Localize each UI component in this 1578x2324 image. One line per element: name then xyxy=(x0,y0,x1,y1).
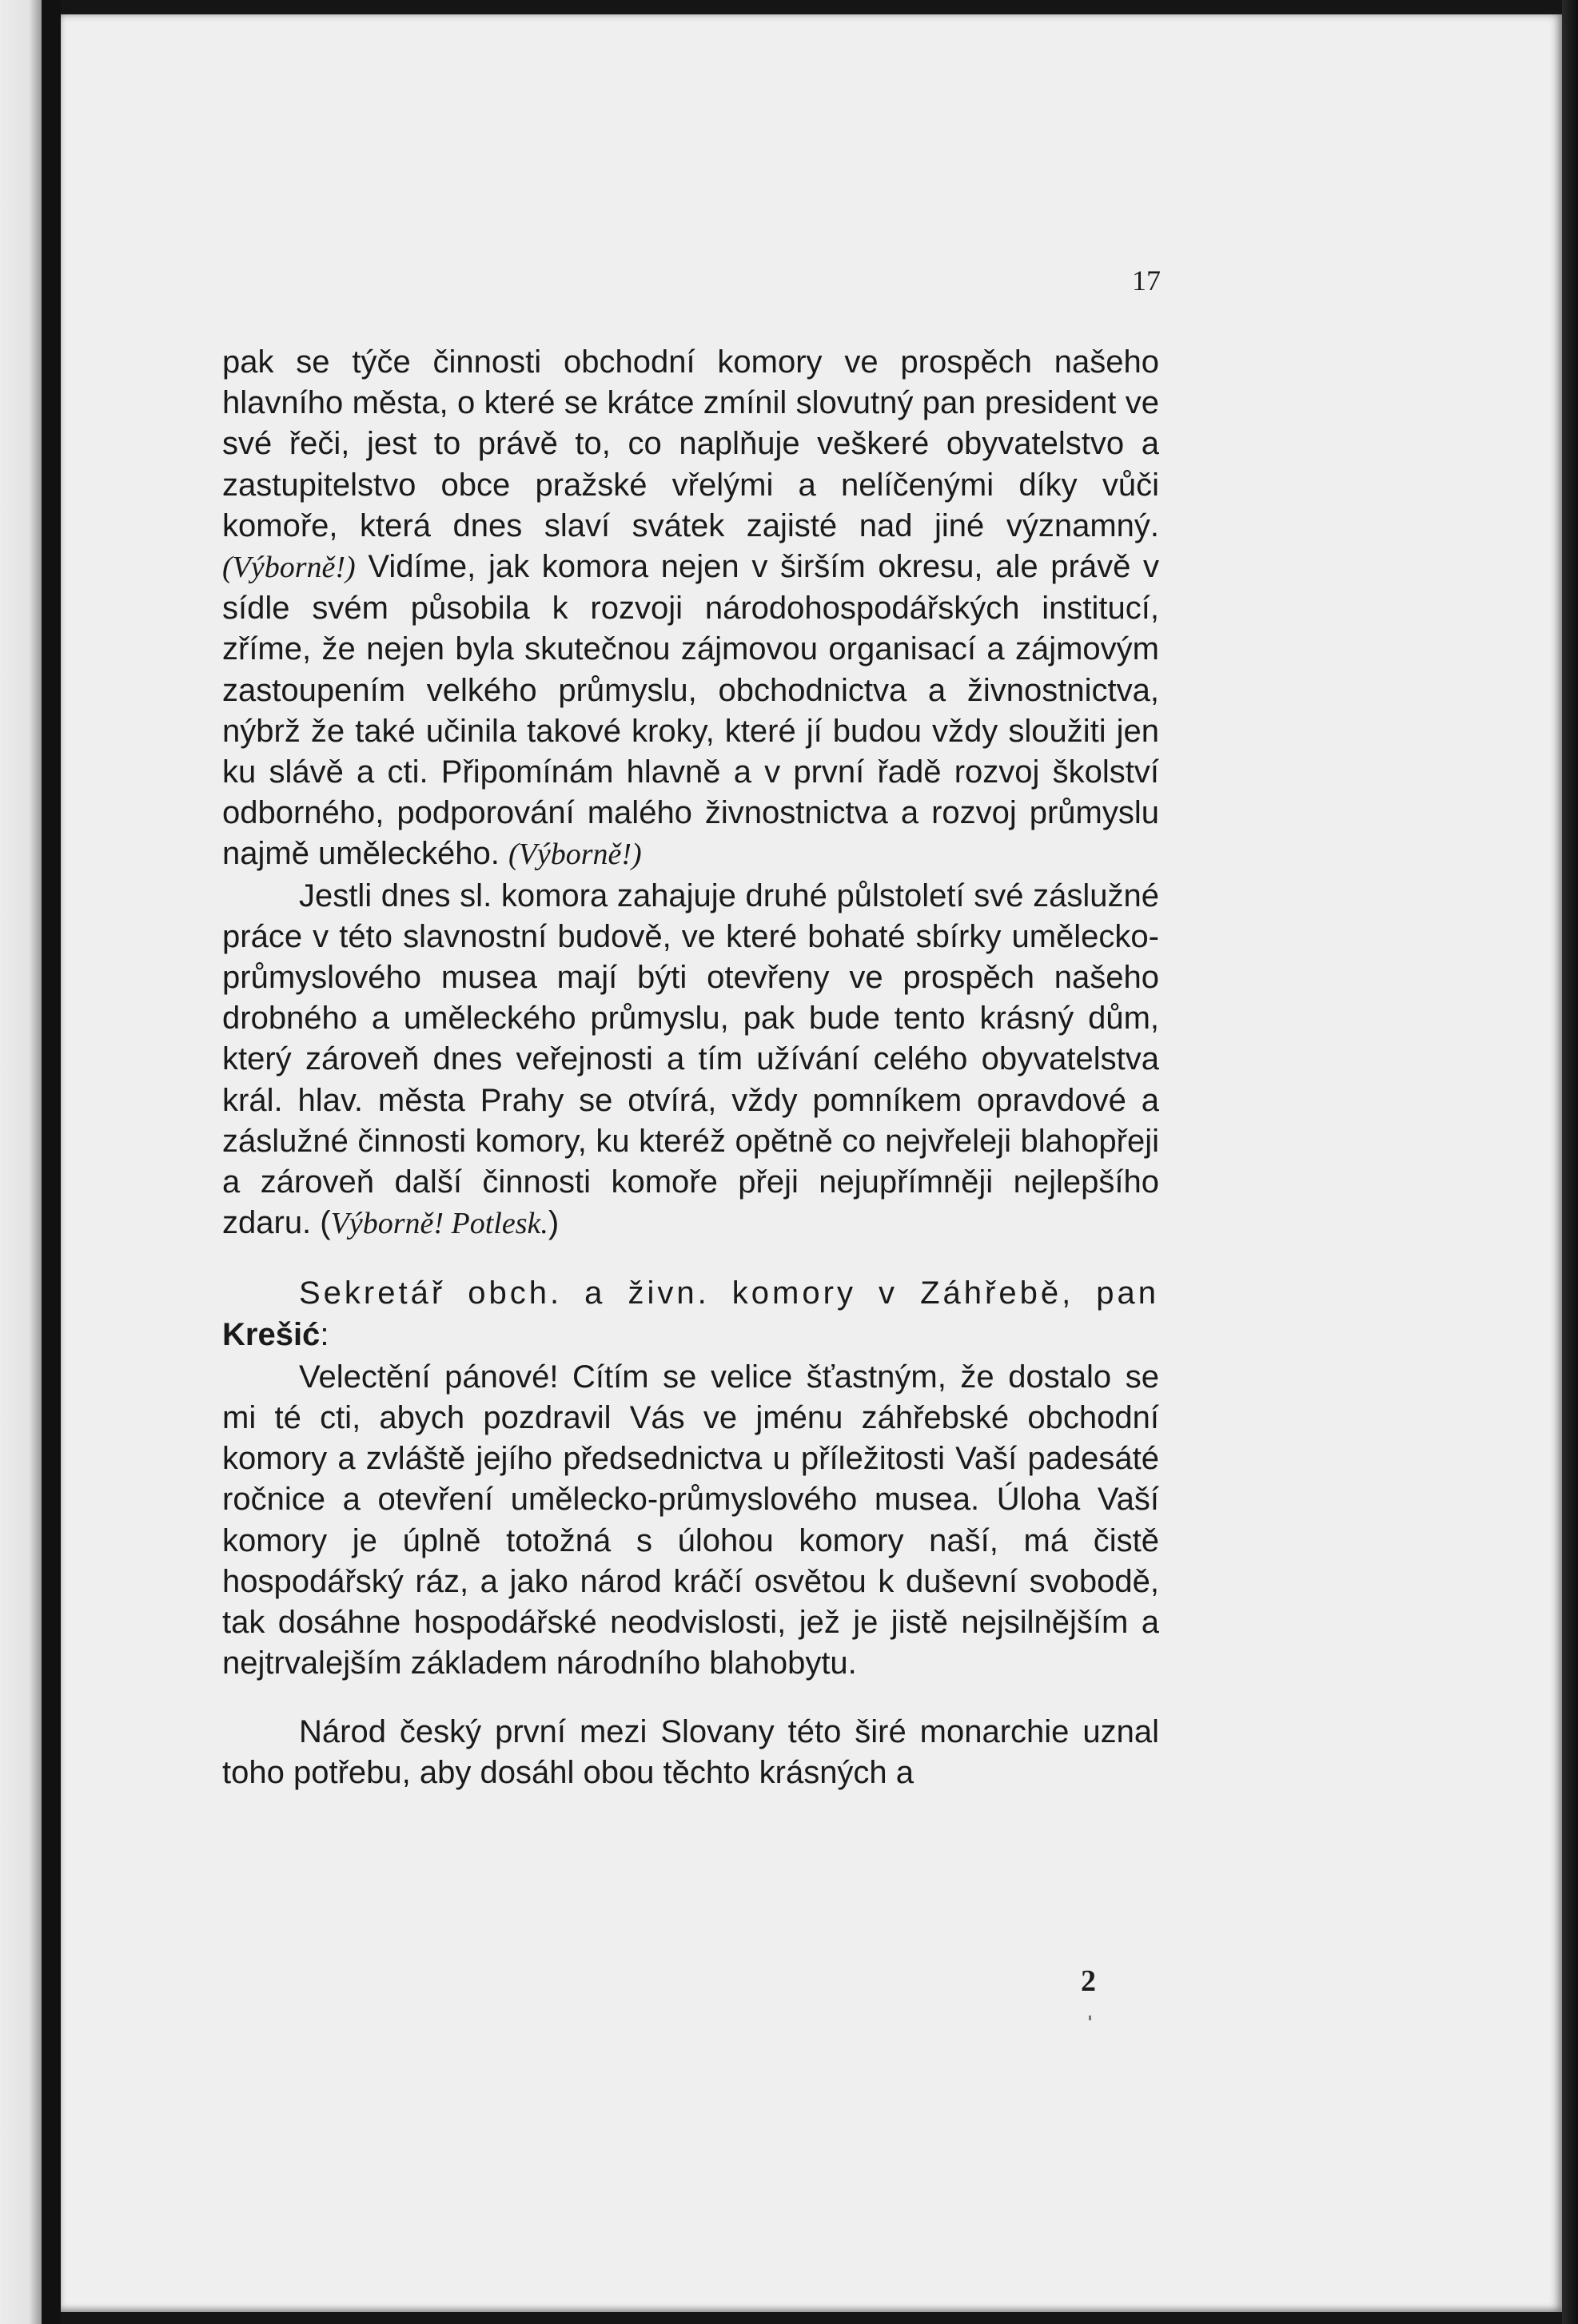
paragraph-2 xyxy=(222,876,1159,1245)
speaker-intro: Sekretář obch. a živn. komory v Záhřebě, pan xyxy=(299,1275,1159,1311)
paragraph-4 xyxy=(222,1357,1159,1685)
applause-interjection: (Výborně!) xyxy=(222,551,356,585)
speaker-name: Krešić xyxy=(222,1316,321,1352)
applause-interjection: (Výborně!) xyxy=(508,838,642,872)
text-run: Jestli dnes sl. komora zahajuje druhé půlstoletí své záslužné práce v této slavnostní budově, ve které bohaté sbírky umělecko-průmyslového musea mají býti otevřeny ve prospěch našeho drobného a uměleckého průmyslu, pak bude tento krásný dům, který zároveň dnes veřejnosti a tím užívání celého obyvatelstva král. hlav. města Prahy se otvírá, vždy pomníkem opravdové a záslužné činnosti komory, ku kteréž opětně co nejvřeleji blahopřeji a zároveň další činnosti komoře přeji nejupřímněji nejlepšího zdaru. ( xyxy=(222,877,1159,1241)
printer-signature-mark: 2 xyxy=(1081,1964,1096,1998)
text-run: Velectění pánové! Cítím se velice šťastným, že dostalo se mi té cti, abych pozdravil Vás ve jménu záhřebské obchodní komory a zvláště jejího předsednictva u příležitosti Vaší padesáté ročnice a otevření umělecko-průmyslového musea. Úloha Vaší komory je úplně totožná s úlohou komory naší, má čistě hospodářský ráz, a jako národ kráčí osvětou k duševní svobodě, tak dosáhne hospodářské neodvislosti, jež je jistě nejsilnějším a nejtrvalejším základem národního blahobytu. xyxy=(222,1359,1159,1681)
paragraph-1 xyxy=(222,342,1159,876)
facing-page-edge xyxy=(0,0,42,2324)
page-body-text xyxy=(222,342,1159,1793)
scan-speck xyxy=(1089,2016,1091,2020)
book-right-edge xyxy=(1562,0,1578,2324)
text-run: Vidíme, jak komora nejen v širším okresu, ale právě v sídle svém působila k rozvoji národohospodářských institucí, zříme, že nejen byla skutečnou zájmovou organisací a zájmovým zastoupením velkého průmyslu, obchodnictva a živnostnictva, nýbrž že také učinila takové kroky, které jí budou vždy sloužiti jen ku slávě a cti. Připomínám hlavně a v první řadě rozvoj školství odborného, podporování malého živnostnictva a rozvoj průmyslu najmě uměleckého. xyxy=(222,549,1159,872)
paragraph-5 xyxy=(222,1712,1159,1793)
text-run: pak se týče činnosti obchodní komory ve prospěch našeho hlavního města, o které se krátce zmínil slovutný pan president ve své řeči, jest to právě to, co naplňuje veškeré obyvatelstvo a zastupitelstvo obce pražské vřelými a nelíčenými díky vůči komoře, která dnes slaví svátek zajisté nad jiné významný. xyxy=(222,344,1159,543)
book-gutter xyxy=(42,0,61,2324)
speaker-colon: : xyxy=(320,1316,333,1352)
text-run: ) xyxy=(548,1205,560,1241)
applause-interjection: Výborně! Potlesk. xyxy=(330,1207,548,1241)
speaker-heading xyxy=(222,1273,1159,1355)
text-run: Národ český první mezi Slovany této širé monarchie uznal toho potřebu, aby dosáhl obou těchto krásných a xyxy=(222,1713,1159,1790)
page-number: 17 xyxy=(1132,265,1161,296)
